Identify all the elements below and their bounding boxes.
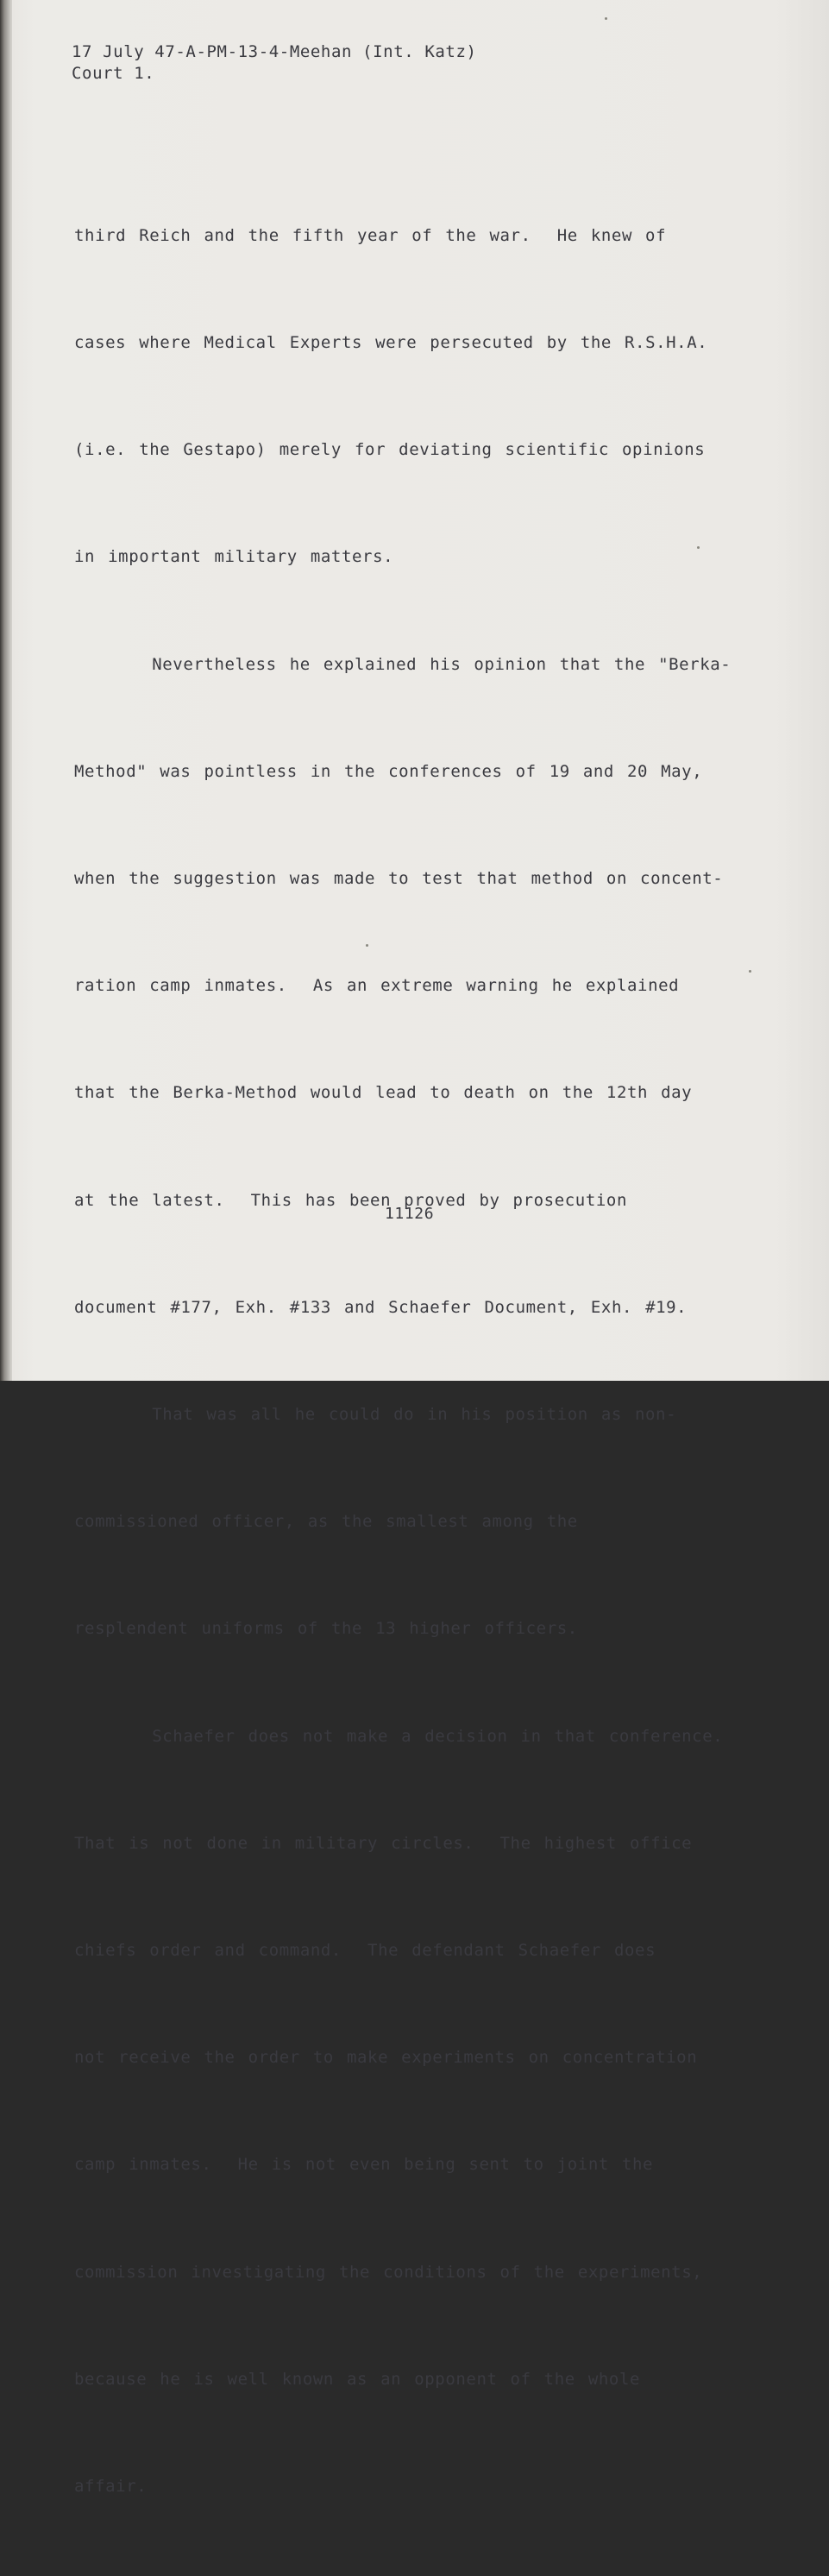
body-line: when the suggestion was made to test that method on concent-: [74, 869, 724, 889]
body-line: resplendent uniforms of the 13 higher officers.: [74, 1619, 578, 1639]
paper-speck: [697, 546, 700, 549]
body-line: That was all he could do in his position as non-: [74, 1405, 677, 1425]
body-line: because he is well known as an opponent of the whole: [74, 2369, 641, 2389]
body-line: ration camp inmates. As an extreme warning he explained: [74, 976, 680, 996]
body-line: commissioned officer, as the smallest among the: [74, 1512, 578, 1532]
body-line: that the Berka-Method would lead to death on the 12th day: [74, 1083, 693, 1103]
body-line: third Reich and the fifth year of the war. He knew of: [74, 225, 667, 245]
page-number: 11126: [385, 1205, 435, 1223]
body-line: camp inmates. He is not even being sent to joint the: [74, 2155, 654, 2175]
paper-speck: [749, 970, 751, 973]
body-line: Method" was pointless in the conferences of 19 and 20 May,: [74, 761, 703, 781]
body-line: Nevertheless he explained his opinion that the "Berka-: [74, 654, 732, 674]
body-line: chiefs order and command. The defendant Schaefer does: [74, 1941, 656, 1961]
paper-speck: [366, 944, 368, 947]
body-line: commission investigating the conditions of the experiments,: [74, 2262, 703, 2282]
body-line: document #177, Exh. #133 and Schaefer Document, Exh. #19.: [74, 1297, 688, 1317]
body-line: Schaefer does not make a decision in that conference.: [74, 1726, 724, 1746]
body-line: affair.: [74, 2477, 148, 2497]
body-line: cases where Medical Experts were persecuted by the R.S.H.A.: [74, 333, 708, 353]
document-header: [72, 41, 477, 85]
body-line: not receive the order to make experiments on concentration: [74, 2048, 698, 2068]
paper-speck: [605, 17, 607, 20]
body-line: That is not done in military circles. The highest office: [74, 1833, 693, 1853]
body-line: in important military matters.: [74, 547, 394, 567]
page-left-edge: [0, 0, 12, 1381]
header-line-1: 17 July 47-A-PM-13-4-Meehan (Int. Katz): [72, 42, 477, 61]
header-line-2: Court 1.: [72, 64, 155, 83]
body-line: at the latest. This has been proved by prosecution: [74, 1190, 627, 1210]
document-body: [74, 147, 731, 2576]
body-line: (i.e. the Gestapo) merely for deviating scientific opinions: [74, 440, 706, 460]
